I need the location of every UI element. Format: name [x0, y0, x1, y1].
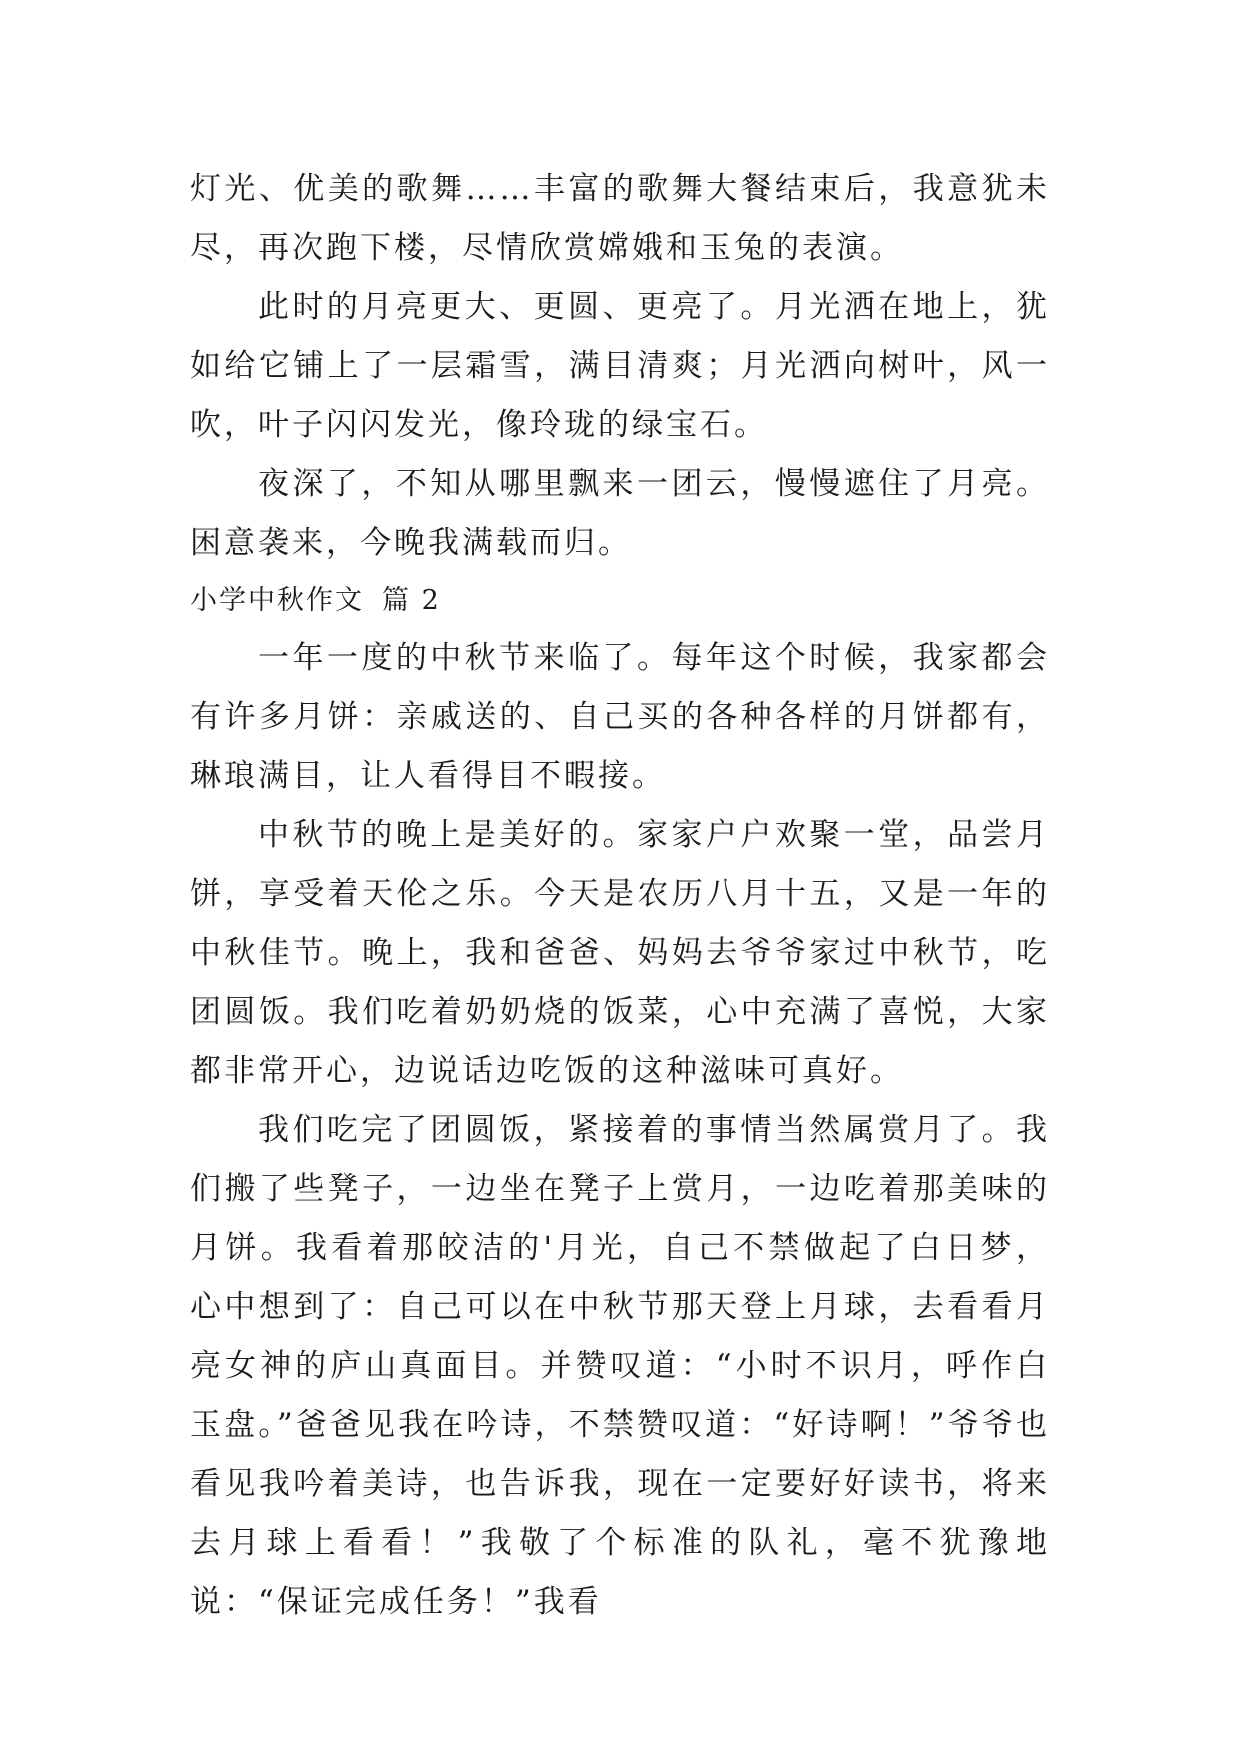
section-heading — [190, 573, 1050, 629]
paragraph: 夜深了，不知从哪里飘来一团云，慢慢遮住了月亮。困意袭来，今晚我满载而归。 — [190, 466, 1050, 561]
paragraph: 中秋节的晚上是美好的。家家户户欢聚一堂，品尝月饼，享受着天伦之乐。今天是农历八月十五，又是一年的中秋佳节。晚上，我和爸爸、妈妈去爷爷家过中秋节，吃团圆饭。我们吃着奶奶烧的饭菜，心中充满了喜悦，大家都非常开心，边说话边吃饭的这种滋味可真好。 — [190, 817, 1050, 1089]
paragraph: 一年一度的中秋节来临了。每年这个时候，我家都会有许多月饼：亲戚送的、自己买的各种各样的月饼都有，琳琅满目，让人看得目不暇接。 — [190, 640, 1050, 794]
paragraph: 此时的月亮更大、更圆、更亮了。月光洒在地上，犹如给它铺上了一层霜雪，满目清爽；月光洒向树叶，风一吹，叶子闪闪发光，像玲珑的绿宝石。 — [190, 289, 1050, 443]
heading-section-number: 篇 2 — [382, 585, 441, 616]
heading-title: 小学中秋作文 — [190, 585, 364, 616]
paragraph: 我们吃完了团圆饭，紧接着的事情当然属赏月了。我们搬了些凳子，一边坐在凳子上赏月，一边吃着那美味的月饼。我看着那皎洁的'月光，自己不禁做起了白日梦，心中想到了：自己可以在中秋节那天登上月球，去看看月亮女神的庐山真面目。并赞叹道：“小时不识月，呼作白玉盘。”爸爸见我在吟诗，不禁赞叹道：“好诗啊！”爷爷也看见我吟着美诗，也告诉我，现在一定要好好读书，将来去月球上看看！”我敬了个标准的队礼，毫不犹豫地说：“保证完成任务！”我看 — [190, 1112, 1050, 1620]
paragraph: 灯光、优美的歌舞……丰富的歌舞大餐结束后，我意犹未尽，再次跑下楼，尽情欣赏嫦娥和玉兔的表演。 — [190, 171, 1050, 266]
document-page — [190, 160, 1050, 1632]
